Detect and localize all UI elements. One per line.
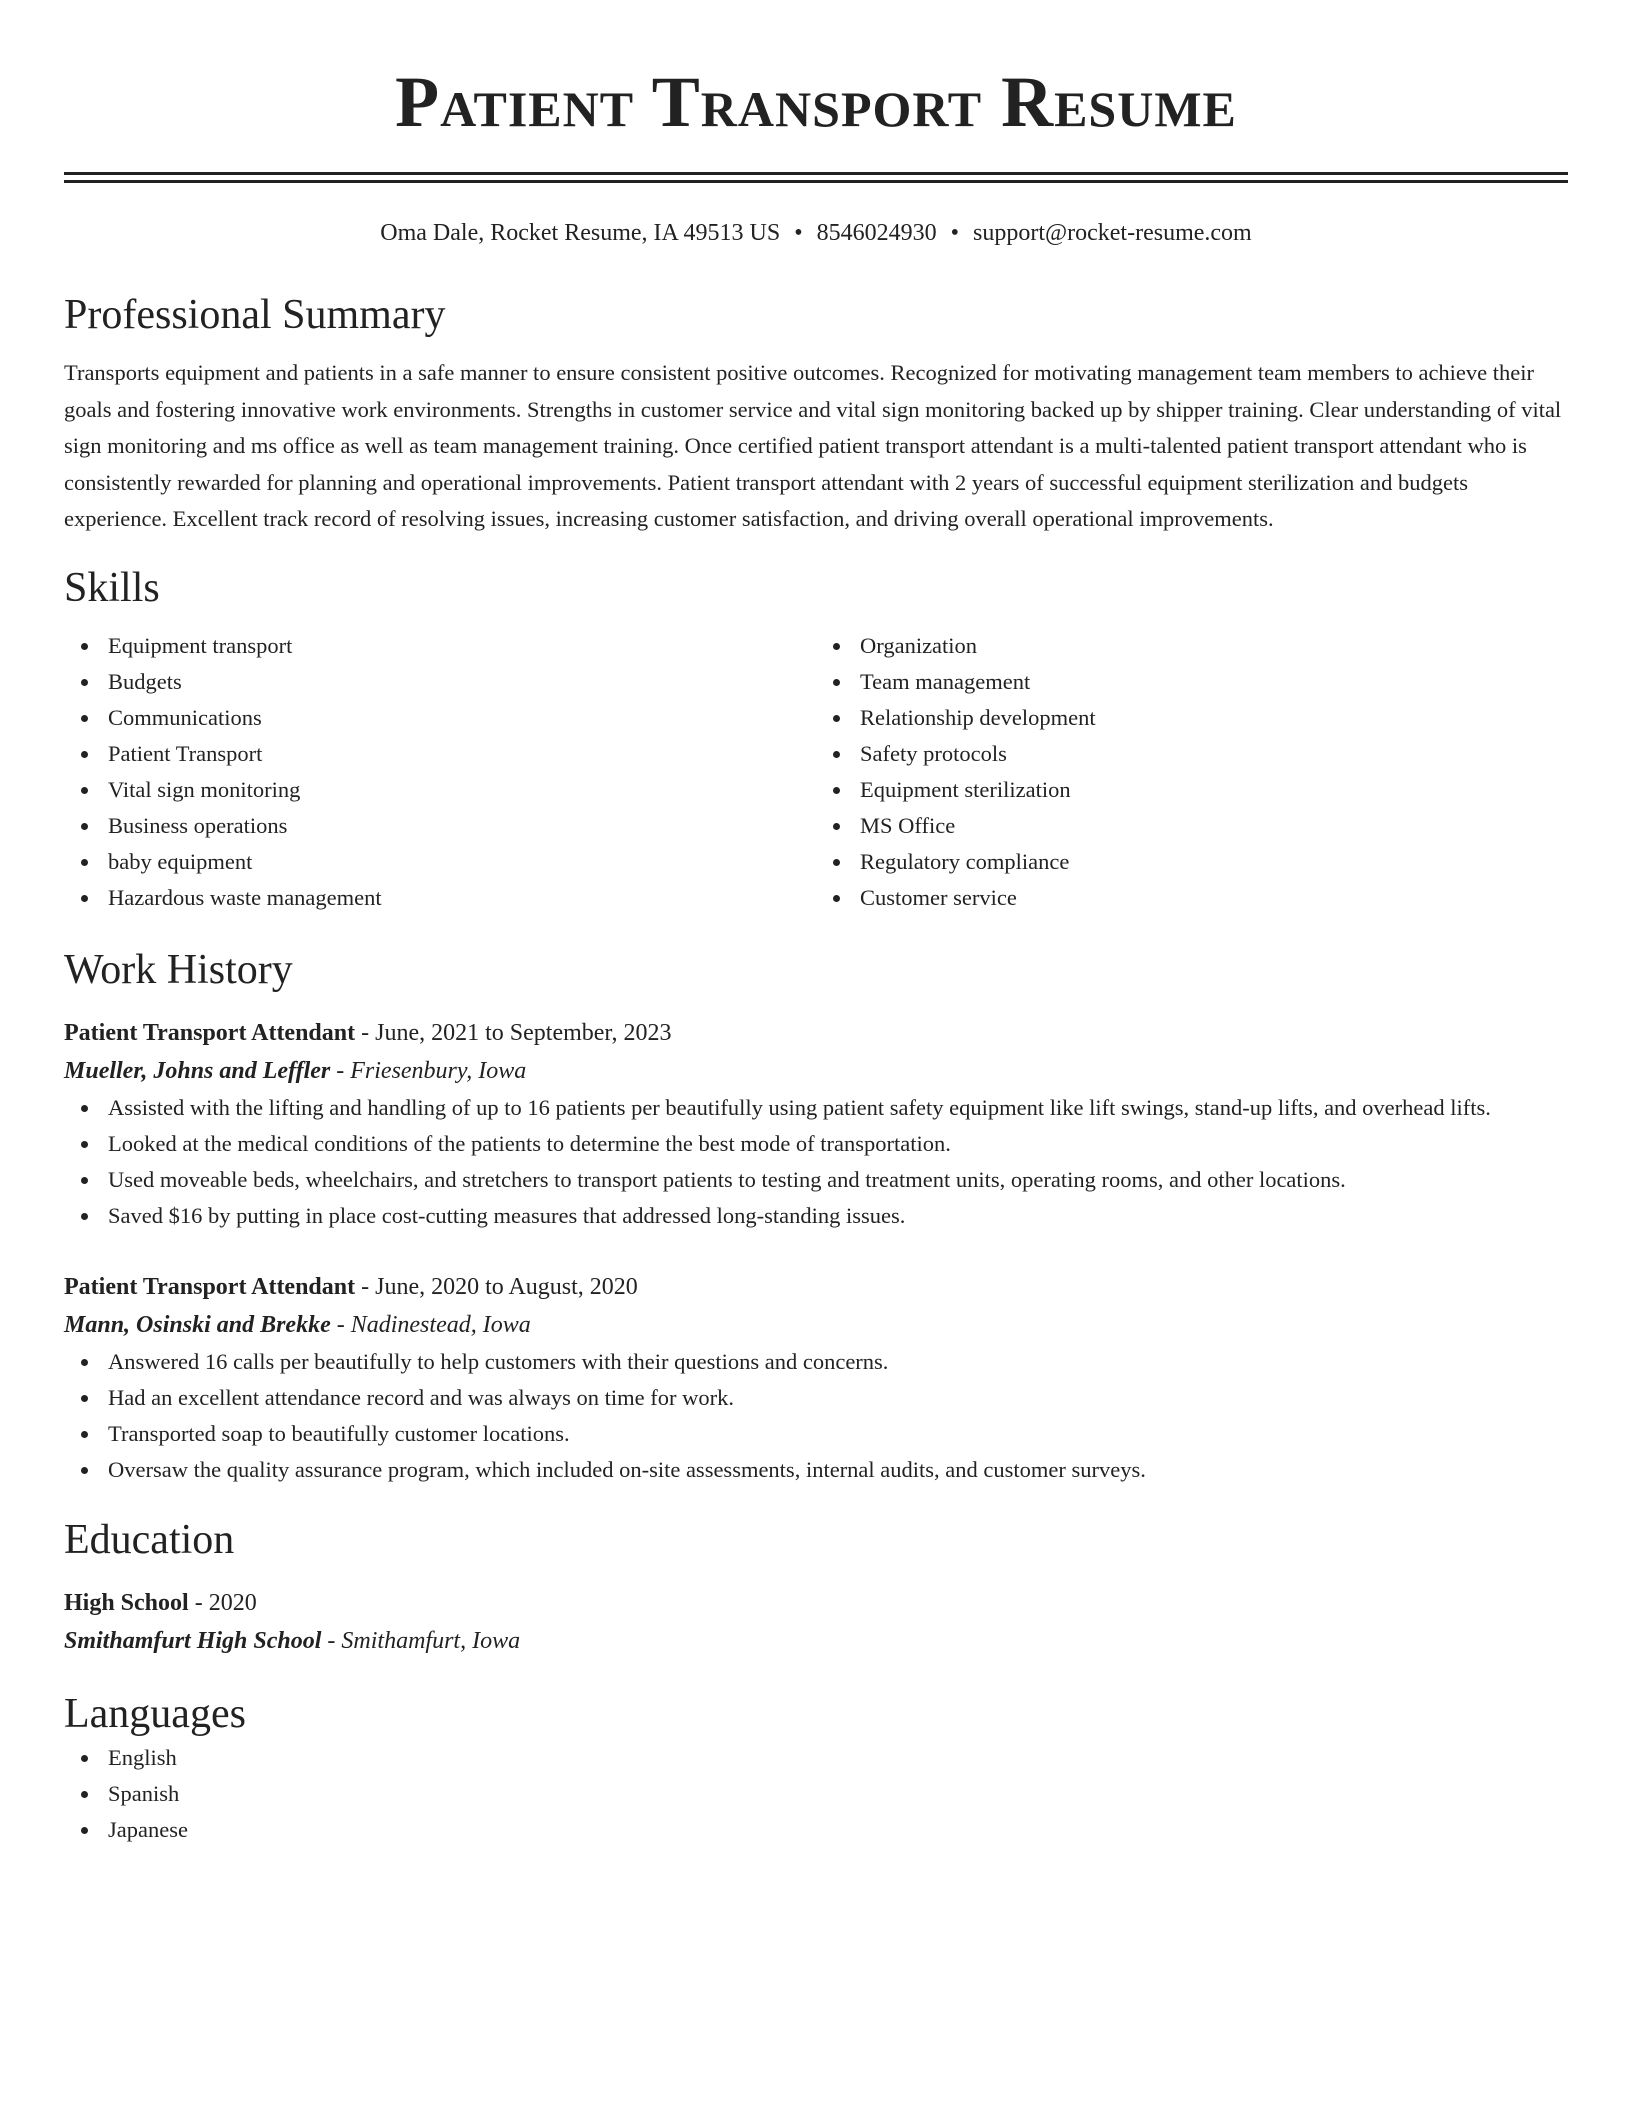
job-dates: - June, 2021 to September, 2023 <box>355 1019 672 1046</box>
job-entry <box>64 1268 1568 1488</box>
job-duty: Saved $16 by putting in place cost-cutting measures that addressed long-standing issues. <box>64 1198 1568 1234</box>
skill-item: Equipment sterilization <box>816 772 1568 808</box>
job-location: - Nadinestead, Iowa <box>330 1311 531 1338</box>
work-history-heading: Work History <box>64 946 293 993</box>
job-duty: Used moveable beds, wheelchairs, and stretchers to transport patients to testing and treatment units, operating rooms, and other locations. <box>64 1162 1568 1198</box>
skill-item: Vital sign monitoring <box>64 772 816 808</box>
contact-separator: • <box>950 220 960 246</box>
language-item: English <box>64 1740 1568 1776</box>
language-item: Spanish <box>64 1776 1568 1812</box>
job-employer <box>64 1306 1568 1344</box>
job-title: Patient Transport Attendant <box>64 1273 356 1300</box>
skill-item: Business operations <box>64 808 816 844</box>
contact-phone: 8546024930 <box>816 220 937 246</box>
job-heading <box>64 1014 1568 1052</box>
job-duty: Assisted with the lifting and handling of up to 16 patients per beautifully using patient safety equipment like lift swings, stand-up lifts, and overhead lifts. <box>64 1090 1568 1126</box>
job-title: Patient Transport Attendant <box>64 1019 356 1046</box>
job-location: - Friesenbury, Iowa <box>330 1057 527 1084</box>
skills-heading: Skills <box>64 564 160 611</box>
job-company: Mueller, Johns and Leffler <box>64 1057 331 1084</box>
skill-item: Patient Transport <box>64 736 816 772</box>
languages-heading: Languages <box>64 1690 246 1737</box>
job-duty: Looked at the medical conditions of the patients to determine the best mode of transportation. <box>64 1126 1568 1162</box>
contact-address: Oma Dale, Rocket Resume, IA 49513 US <box>380 220 781 246</box>
job-dates: - June, 2020 to August, 2020 <box>355 1273 638 1300</box>
skills-column-left <box>64 628 816 916</box>
title-divider <box>64 172 1568 183</box>
skill-item: Team management <box>816 664 1568 700</box>
skill-item: Customer service <box>816 880 1568 916</box>
job-entry <box>64 1014 1568 1234</box>
contact-separator: • <box>794 220 803 246</box>
skill-item: Communications <box>64 700 816 736</box>
skills-list <box>64 628 1568 916</box>
job-heading <box>64 1268 1568 1306</box>
skill-item: Budgets <box>64 664 816 700</box>
education-year: - 2020 <box>188 1589 257 1616</box>
job-duties <box>64 1344 1568 1488</box>
summary-heading: Professional Summary <box>64 292 446 338</box>
job-duty: Answered 16 calls per beautifully to help customers with their questions and concerns. <box>64 1344 1568 1380</box>
job-duty: Transported soap to beautifully customer locations. <box>64 1416 1568 1452</box>
education-school: Smithamfurt High School <box>64 1627 322 1654</box>
education-degree: High School <box>64 1589 189 1616</box>
contact-email: support@rocket-resume.com <box>973 220 1252 246</box>
job-company: Mann, Osinski and Brekke <box>64 1311 331 1338</box>
language-item: Japanese <box>64 1812 1568 1848</box>
skill-item: MS Office <box>816 808 1568 844</box>
skill-item: baby equipment <box>64 844 816 880</box>
skill-item: Regulatory compliance <box>816 844 1568 880</box>
job-duty: Oversaw the quality assurance program, which included on-site assessments, internal audits, and customer surveys. <box>64 1452 1568 1488</box>
education-degree-line <box>64 1584 1568 1622</box>
contact-line <box>64 217 1568 249</box>
languages-list <box>64 1740 1568 1848</box>
education-school-line <box>64 1622 1568 1660</box>
skill-item: Relationship development <box>816 700 1568 736</box>
job-employer <box>64 1052 1568 1090</box>
education-heading: Education <box>64 1516 235 1563</box>
skill-item: Organization <box>816 628 1568 664</box>
page-title: Patient Transport Resume <box>395 62 1237 142</box>
skill-item: Equipment transport <box>64 628 816 664</box>
job-duty: Had an excellent attendance record and was always on time for work. <box>64 1380 1568 1416</box>
skills-column-right <box>816 628 1568 916</box>
summary-text: Transports equipment and patients in a safe manner to ensure consistent positive outcomes. Recognized for motivating management team members to achieve their goals and fostering innovative work environments. Strengths in customer service and vital sign monitoring backed up by shipper training. Clear understanding of vital sign monitoring and ms office as well as team management training. Once certified patient transport attendant is a multi-talented patient transport attendant who is consistently rewarded for planning and operational improvements. Patient transport attendant with 2 years of successful equipment sterilization and budgets experience. Excellent track record of resolving issues, increasing customer satisfaction, and driving overall operational improvements. <box>64 360 1562 532</box>
skill-item: Hazardous waste management <box>64 880 816 916</box>
job-duties <box>64 1090 1568 1234</box>
skill-item: Safety protocols <box>816 736 1568 772</box>
divider-line-top <box>64 172 1568 175</box>
education-location: - Smithamfurt, Iowa <box>321 1627 521 1654</box>
divider-line-bottom <box>64 180 1568 183</box>
